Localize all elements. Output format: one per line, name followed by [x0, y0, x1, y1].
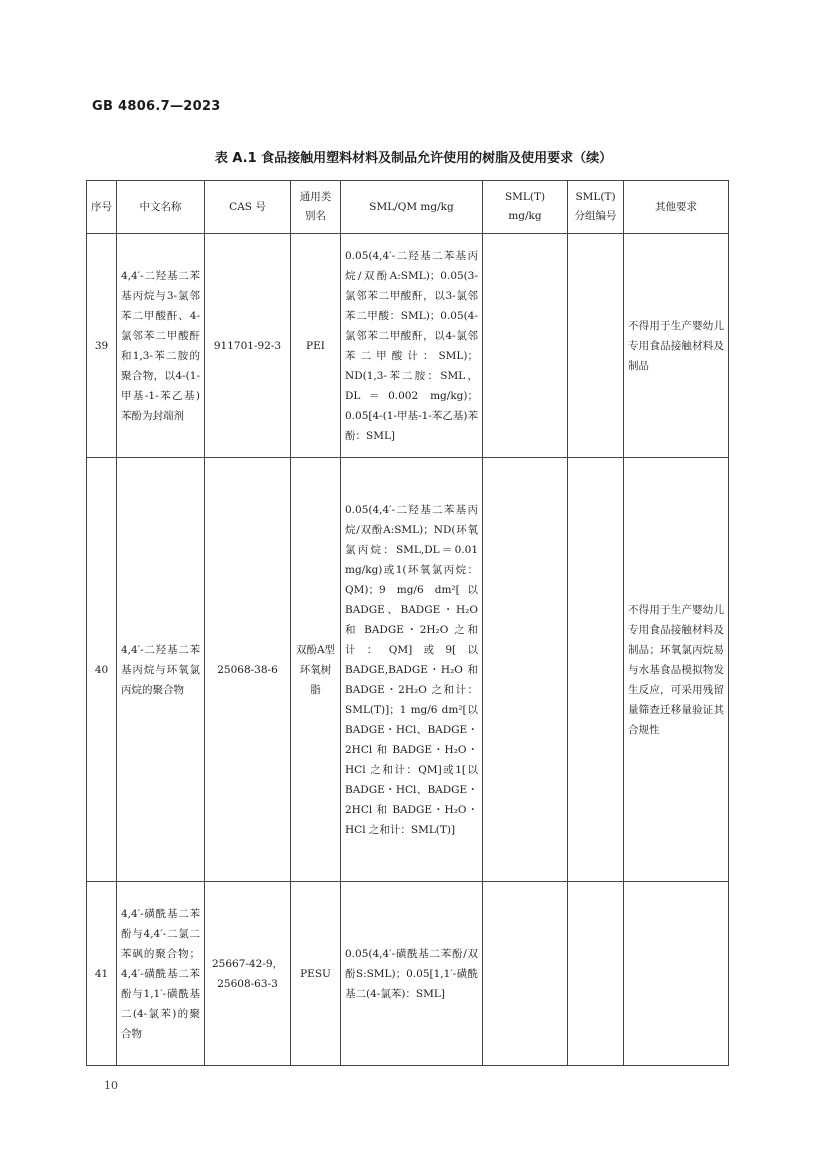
col-header-cn-name: 中文名称 [117, 181, 205, 234]
row-sml-qm: 0.05(4,4′-二羟基二苯基丙烷/双酚A:SML)；ND(环氧氯丙烷：SML,DL＝0.01 mg/kg)或1(环氧氯丙烷：QM)；9 mg/6 dm²[以BADGE、BADGE・H₂O 和 BADGE・2H₂O 之和计：QM]或9[以 BADGE,BADGE・H₂O 和 BADGE・2H₂O 之和计：SML(T)]；1 mg/6 dm²[以BADGE・HCl、BADGE・2HCl 和 BADGE・H₂O・HCl 之和计：QM]或1[以BADGE・HCl、BADGE・2HCl 和 BADGE・H₂O・HCl 之和计：SML(T)] [341, 458, 483, 882]
row-cn-name: 4,4′-二羟基二苯基丙烷与3-氯邻苯二甲酸酐、4-氯邻苯二甲酸酐和1,3-苯二胺的聚合物，以4-(1-甲基-1-苯乙基)苯酚为封端剂 [117, 234, 205, 458]
row-category: PESU [291, 882, 341, 1066]
col-header-no: 序号 [87, 181, 117, 234]
table-header-row [87, 181, 729, 234]
page-number: 10 [104, 1079, 118, 1092]
row-other [624, 882, 729, 1066]
row-cas: 25667-42-9，25608-63-3 [205, 882, 291, 1066]
table-title: 表 A.1 食品接触用塑料材料及制品允许使用的树脂及使用要求（续） [214, 151, 613, 166]
row-cas: 25068-38-6 [205, 458, 291, 882]
row-sml-t [483, 882, 568, 1066]
row-cn-name: 4,4′-二羟基二苯基丙烷与环氧氯丙烷的聚合物 [117, 458, 205, 882]
row-other: 不得用于生产婴幼儿专用食品接触材料及制品 [624, 234, 729, 458]
row-no: 39 [87, 234, 117, 458]
table-row [87, 882, 729, 1066]
resin-table [86, 180, 729, 1066]
row-no: 40 [87, 458, 117, 882]
row-sml-qm: 0.05(4,4′-二羟基二苯基丙烷/双酚A:SML)；0.05(3-氯邻苯二甲酸酐，以3-氯邻苯二甲酸：SML)；0.05(4-氯邻苯二甲酸酐，以4-氯邻苯二甲酸计：SML)；ND(1,3-苯二胺：SML，DL＝0.002 mg/kg)；0.05[4-(1-甲基-1-苯乙基)苯酚：SML] [341, 234, 483, 458]
row-category: 双酚A型环氧树脂 [291, 458, 341, 882]
col-header-sml-t: SML(T) mg/kg [483, 181, 568, 234]
table-row [87, 458, 729, 882]
row-sml-t-group [568, 234, 624, 458]
row-other: 不得用于生产婴幼儿专用食品接触材料及制品；环氧氯丙烷易与水基食品模拟物发生反应，可采用残留量筛查迁移量验证其合规性 [624, 458, 729, 882]
row-sml-t [483, 458, 568, 882]
row-cas: 911701-92-3 [205, 234, 291, 458]
table-row [87, 234, 729, 458]
row-cn-name: 4,4′-磺酰基二苯酚与4,4′-二氯二苯砜的聚合物；4,4′-磺酰基二苯酚与1,1′-磺酰基二(4-氯苯)的聚合物 [117, 882, 205, 1066]
col-header-other: 其他要求 [624, 181, 729, 234]
row-sml-t-group [568, 882, 624, 1066]
col-header-category: 通用类别名 [291, 181, 341, 234]
row-sml-t-group [568, 458, 624, 882]
row-sml-qm: 0.05(4,4′-磺酰基二苯酚/双酚S:SML)；0.05[1,1′-磺酰基二(4-氯苯)：SML] [341, 882, 483, 1066]
col-header-cas: CAS 号 [205, 181, 291, 234]
standard-code: GB 4806.7—2023 [92, 99, 221, 114]
row-no: 41 [87, 882, 117, 1066]
col-header-sml-t-group: SML(T)分组编号 [568, 181, 624, 234]
row-category: PEI [291, 234, 341, 458]
col-header-sml-qm: SML/QM mg/kg [341, 181, 483, 234]
row-sml-t [483, 234, 568, 458]
